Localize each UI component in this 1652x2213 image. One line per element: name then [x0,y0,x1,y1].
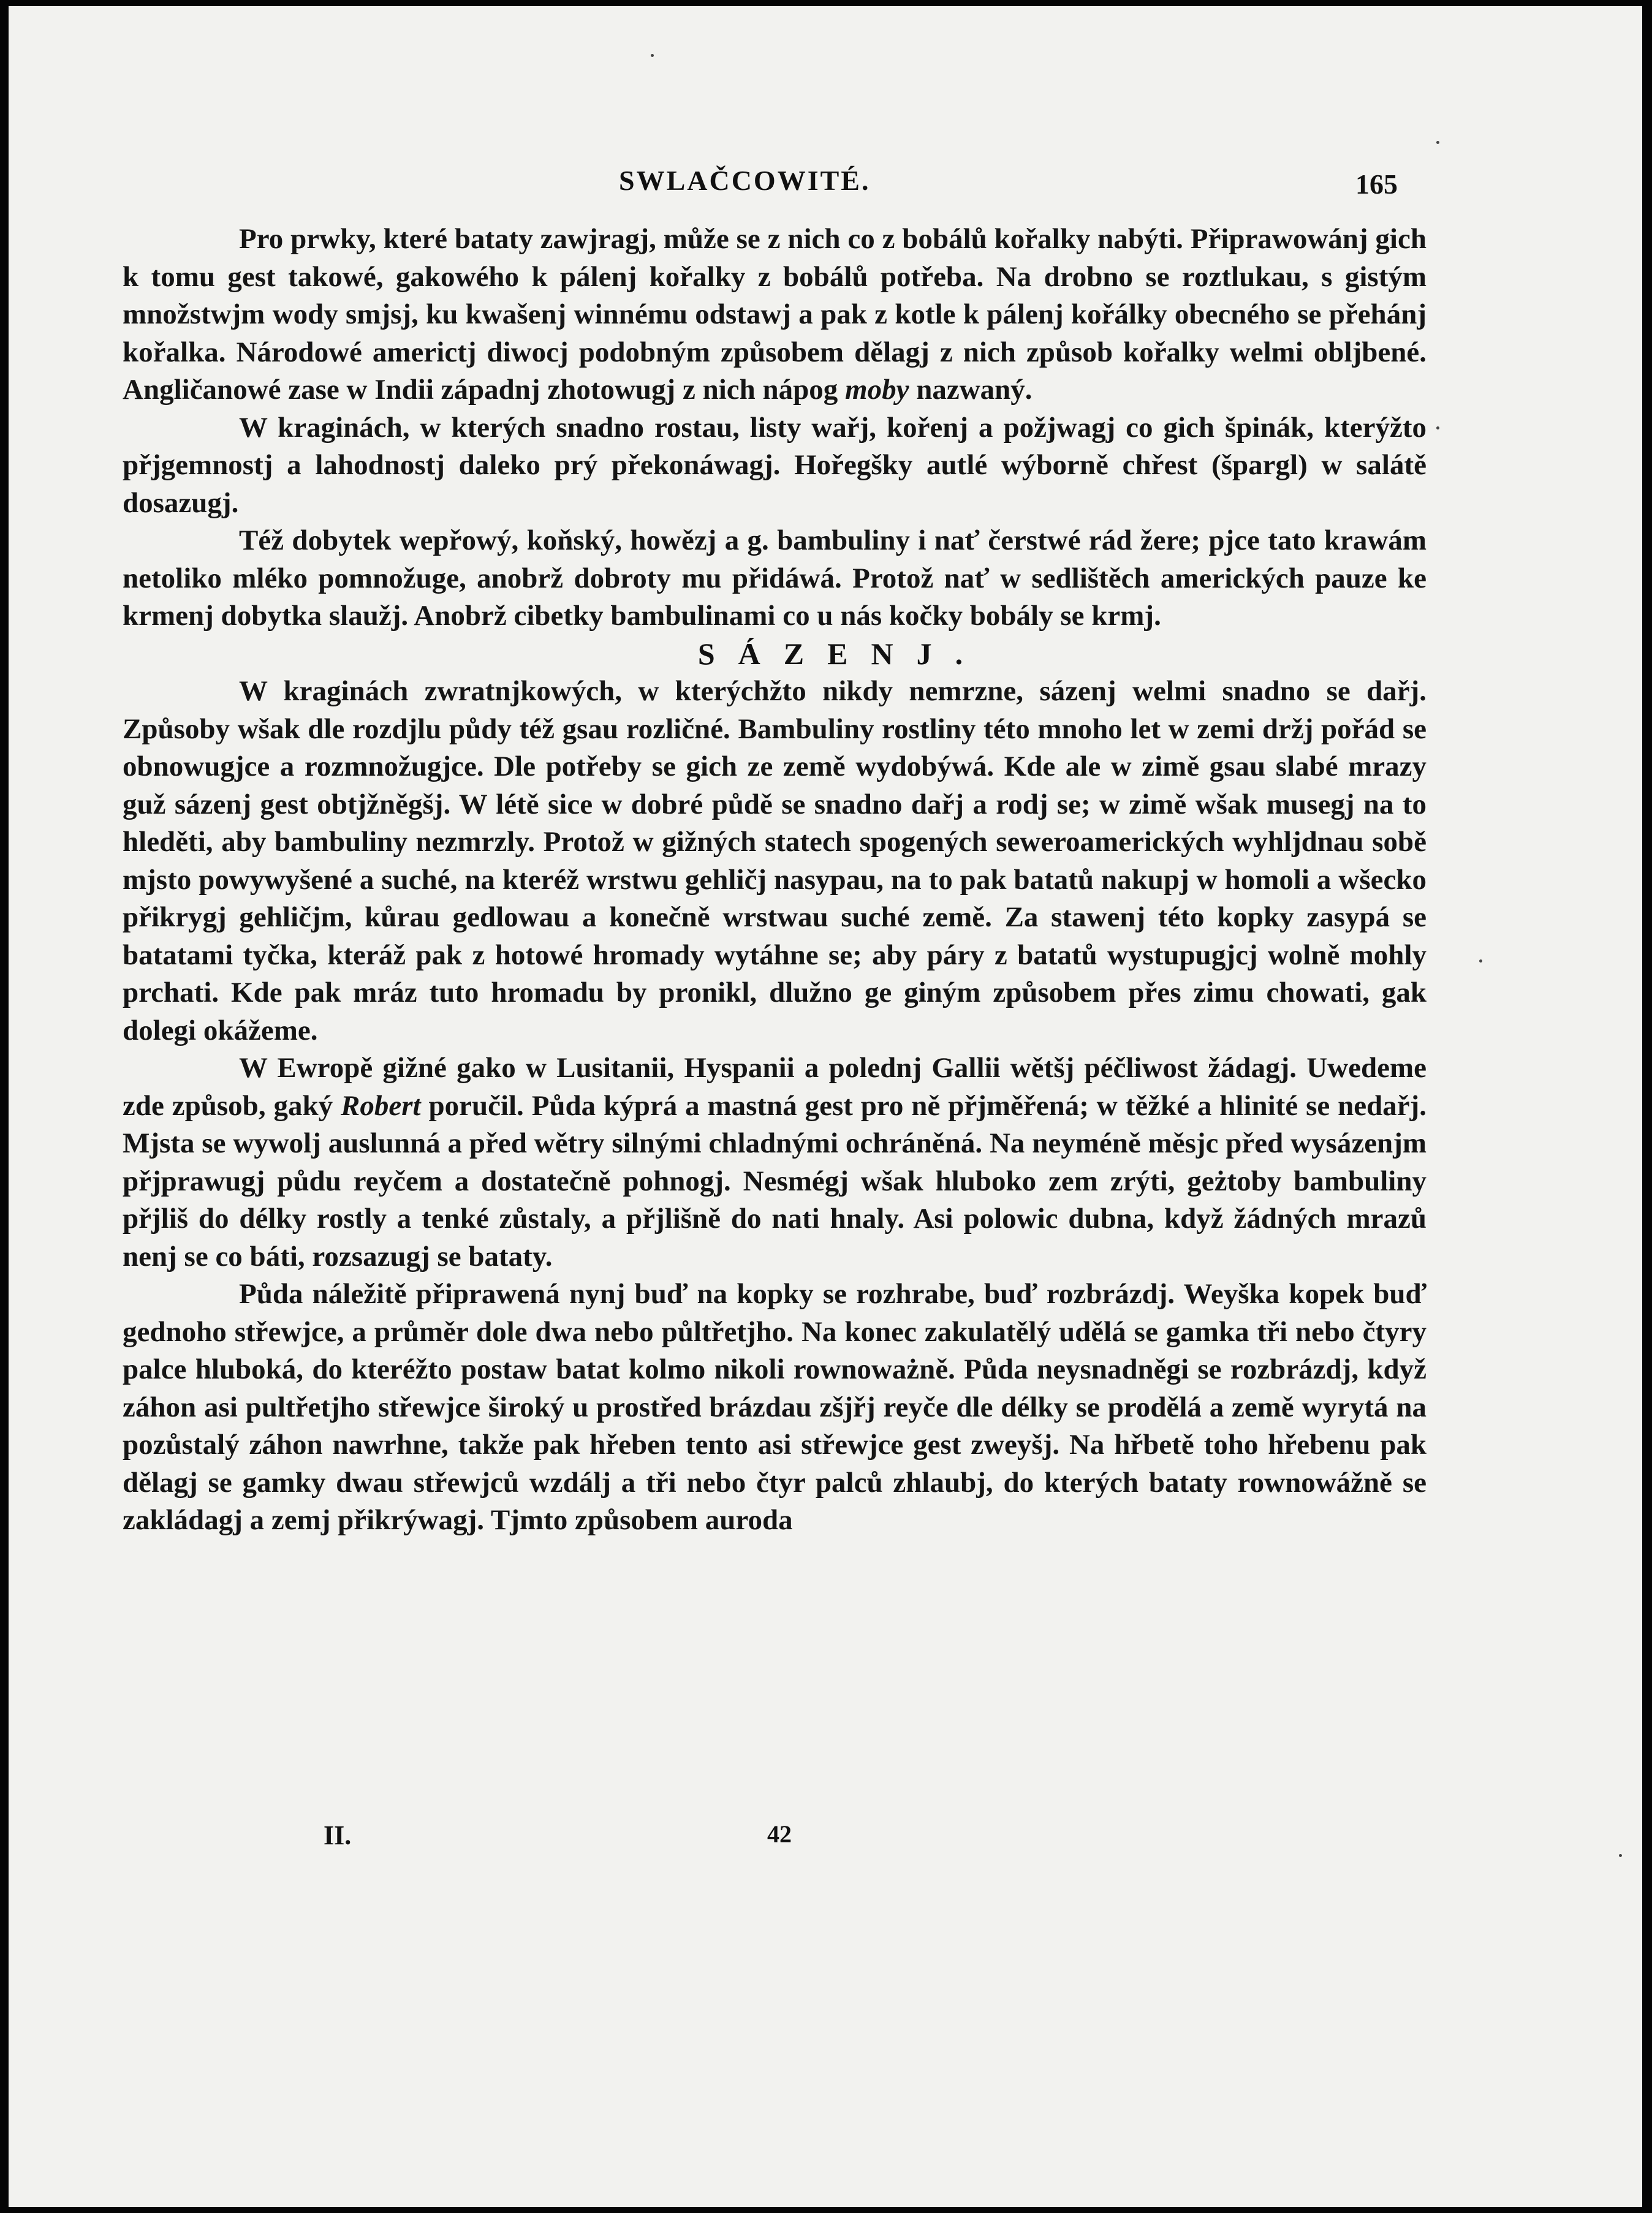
paragraph: Též dobytek wepřowý, koňský, howězj a g. bambuliny i nať čerstwé rád žere; pjce tato krawám netoliko mléko pomnožuge, anobrž dobroty mu přidáwá. Protož nať w sedlištěch amerických pauze ke krmenj dobytka slaužj. Anobrž cibetky bambulinami co u nás kočky bobály se krmj. [123,524,1427,632]
paragraph: Půda náležitě připrawená nynj buď na kopky se rozhrabe, buď rozbrázdj. Weyška kopek buď gednoho střewjce, a průměr dole dwa nebo půltřetjho. Na konec zakulatělý udělá se gamka tři nebo čtyry palce hluboká, do kteréžto postaw batat kolmo nikoli rownoważně. Půda neysnadněgi se rozbrázdj, když záhon asi pultřetjho střewjce široký u prostřed brázdau zšjřj reyče dle délky se prodělá a země wyrytá na pozůstalý záhon nawrhne, takže pak hřeben tento asi střewjce gest zweyšj. Na hřbetě toho hřebenu pak dělagj se gamky dwau střewjců wzdálj a tři nebo čtyr palců zhlaubj, do kterých bataty rownowážně se zakládagj a zemj přikrýwagj. Tjmto způsobem auroda [123,1278,1427,1536]
signature-mark: 42 [767,1820,792,1848]
paragraph: Pro prwky, které bataty zawjragj, může se z nich co z bobálů kořalky nabýti. Připrawowánj gich k tomu gest takowé, gakowého k pálenj kořalky z bobálů potřeba. Na drobno se roztlukau, s gistým množstwjm wody smjsj, ku kwašenj winnému odstawj a pak z kotle k pálenj kořálky obecného se přehánj kořalka. Národowé americtj diwocj podobným způsobem dělagj z nich způsob kořalky welmi obljbené. Angličanowé zase w Indii západnj zhotowugj z nich nápog moby nazwaný. [123,223,1427,406]
section-heading: SÁZENJ. [697,636,987,671]
running-header [9,164,1642,207]
paragraph: W kraginách zwratnjkowých, w kterýchžto nikdy nemrzne, sázenj welmi snadno se dařj. Způsoby wšak dle rozdjlu půdy též gsau rozličné. Bambuliny rostliny této mnoho let w zemi držj pořád se obnowugjce a rozmnožugjce. Dle potřeby se gich ze země wydobýwá. Kde ale w zimě gsau slabé mrazy guž sázenj gest obtjžněgšj. W létě sice w dobré půdě se snadno dařj a rodj se; w zimě wšak musegj na to hleděti, aby bambuliny nezmrzly. Protož w gižných statech spogených seweroamerických wyhljdnau sobě mjsto powywyšené a suché, na kteréž wrstwu gehličj nasypau, na to pak batatů nakupj w homoli a wšecko přikrygj gehličjm, kůrau gedlowau a konečně wrstwau suché země. Za stawenj této kopky zasypá se batatami tyčka, kteráž pak z hotowé hromady wytáhne se; aby páry z batatů wystupugjcj wolně mohly prchati. Kde pak mráz tuto hromadu by pronikl, dlužno ge giným způsobem přes zimu chowati, gak dolegi okážeme. [123,675,1427,1046]
italic-term: moby [845,374,909,406]
paragraph: W kraginách, w kterých snadno rostau, listy wařj, kořenj a požjwagj co gich špinák, kterýžto přjgemnostj a lahodnostj daleko prý překonáwagj. Hořegšky autlé wýborně chřest (špargl) w salátě dosazugj. [123,411,1427,519]
volume-mark: II. [324,1820,352,1850]
book-page [9,6,1642,2207]
italic-name: Robert [340,1089,421,1122]
paragraph: W Ewropě gižné gako w Lusitanii, Hyspanii a polednj Gallii wětšj péčliwost žádagj. Uwedeme zde způsob, gaký Robert poručil. Půda kýprá a mastná gest pro ně přjměřená; w těžké a hlinité se nedařj. Mjsta se wywolj auslunná a před wětry silnými chladnými ochráněná. Na neyméně měsjc před wysázenjm přjprawugj půdu reyčem a dostatečně pohnogj. Nesmégj wšak hluboko zem zrýti, geżtoby bambuliny přjliš do délky rostly a tenké zůstaly, a přjlišně do nati hnaly. Asi polowic dubna, když žádných mrazů nenj se co báti, rozsazugj se bataty. [123,1052,1427,1273]
running-title: SWLAČCOWITÉ. [619,165,871,196]
page-number: 165 [1355,168,1398,200]
text-body [123,221,1427,1540]
